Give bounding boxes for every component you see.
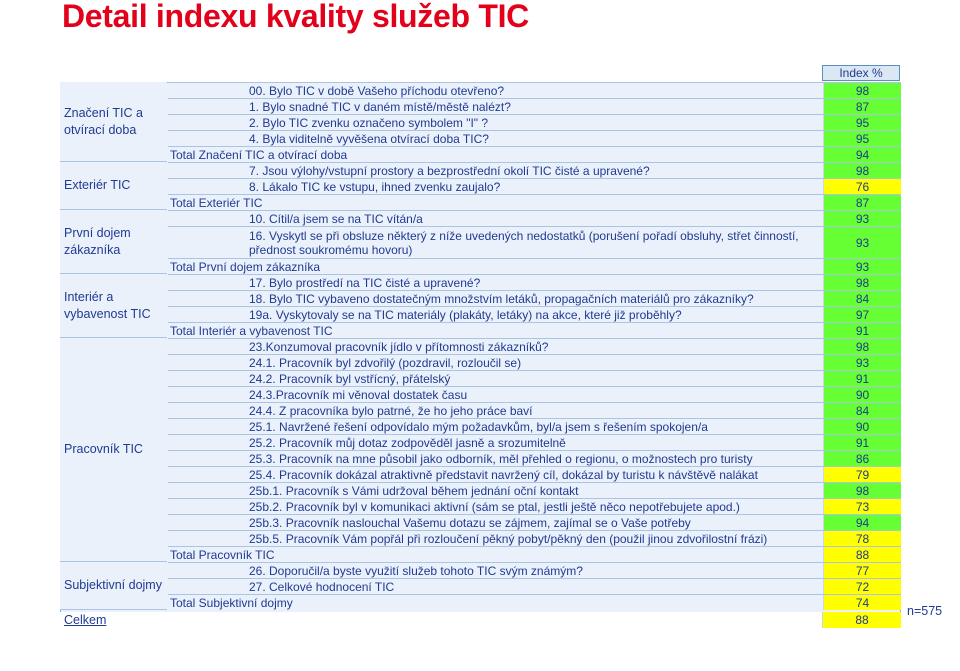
index-value: 98 <box>823 163 901 178</box>
table-row <box>168 114 901 130</box>
question-label: 4. Byla viditelně vyvěšena otvírací doba TIC? <box>249 131 489 146</box>
group-label: Značení TIC a otvírací doba <box>60 82 167 162</box>
question-label: 25b.3. Pracovník naslouchal Vašemu dotazu se zájmem, zajímal se o Vaše potřeby <box>249 515 691 530</box>
total-label: Total Subjektivní dojmy <box>170 595 293 610</box>
index-value: 94 <box>823 515 901 530</box>
table-row <box>168 498 901 514</box>
question-label: 17. Bylo prostředí na TIC čisté a upravené? <box>249 275 481 290</box>
table-row <box>168 370 901 386</box>
index-value: 91 <box>823 323 901 338</box>
index-value: 90 <box>823 419 901 434</box>
index-value: 95 <box>823 131 901 146</box>
index-value: 98 <box>823 275 901 290</box>
group-label: První dojem zákazníka <box>60 210 167 274</box>
total-label: Total Pracovník TIC <box>170 547 275 562</box>
question-label: 19a. Vyskytovaly se na TIC materiály (plakáty, letáky) na akce, které již proběhly? <box>249 307 682 322</box>
table-row <box>168 130 901 146</box>
table-row <box>168 226 901 258</box>
question-label: 25.2. Pracovník můj dotaz zodpověděl jasně a srozumitelně <box>249 435 566 450</box>
index-value: 87 <box>823 99 901 114</box>
question-label: 2. Bylo TIC zvenku označeno symbolem "I" ? <box>249 115 489 130</box>
table-row <box>168 274 901 290</box>
index-value: 78 <box>823 531 901 546</box>
question-label: 24.2. Pracovník byl vstřícný, přátelský <box>249 371 451 386</box>
total-label: Total Interiér a vybavenost TIC <box>170 323 333 338</box>
index-value: 86 <box>823 451 901 466</box>
index-value: 97 <box>823 307 901 322</box>
table-row <box>168 178 901 194</box>
table-row <box>168 82 901 98</box>
question-label: 25b.1. Pracovník s Vámi udržoval během jednání oční kontakt <box>249 483 579 498</box>
celkem-row <box>60 612 901 628</box>
index-value: 72 <box>823 579 901 594</box>
table-row <box>168 434 901 450</box>
total-row <box>168 258 901 274</box>
question-label: 1. Bylo snadné TIC v daném místě/městě nalézt? <box>249 99 511 114</box>
index-value: 91 <box>823 371 901 386</box>
index-value: 77 <box>823 563 901 578</box>
total-label: Total První dojem zákazníka <box>170 259 321 274</box>
table-row <box>168 290 901 306</box>
table-row <box>168 450 901 466</box>
index-value: 94 <box>823 147 901 162</box>
question-label: 25b.5. Pracovník Vám popřál při rozloučení pěkný pobyt/pěkný den (použil jinou zdvořilostní frázi) <box>249 531 768 546</box>
index-value: 84 <box>823 403 901 418</box>
group-label: Subjektivní dojmy <box>60 562 167 610</box>
group-label: Interiér a vybavenost TIC <box>60 274 167 338</box>
question-label: 16. Vyskytl se při obsluze některý z níže uvedených nedostatků (porušení pořadí obsluhy, střet činností, přednost soukromému hovoru) <box>249 228 799 257</box>
index-value: 98 <box>823 483 901 498</box>
table-row <box>168 530 901 546</box>
index-value: 93 <box>823 355 901 370</box>
question-label: 23.Konzumoval pracovník jídlo v přítomnosti zákazníků? <box>249 339 549 354</box>
total-label: Total Značení TIC a otvírací doba <box>170 147 348 162</box>
table-row <box>168 562 901 578</box>
table-row <box>168 162 901 178</box>
table-row <box>168 418 901 434</box>
question-label: 25.1. Navržené řešení odpovídalo mým požadavkům, byl/a jsem s řešením spokojen/a <box>249 419 708 434</box>
index-value: 93 <box>823 227 901 258</box>
total-row <box>168 594 901 610</box>
table-row <box>168 98 901 114</box>
question-label: 25.4. Pracovník dokázal atraktivně představit navržený cíl, dokázal by turistu k návštěvě nalákat <box>249 467 758 482</box>
question-label: 25.3. Pracovník na mne působil jako odborník, měl přehled o regionu, o možnostech pro turisty <box>249 451 753 466</box>
index-value: 95 <box>823 115 901 130</box>
index-value: 98 <box>823 339 901 354</box>
table-row <box>168 466 901 482</box>
celkem-label: Celkem <box>64 613 107 627</box>
table-row <box>168 306 901 322</box>
table-row <box>168 338 901 354</box>
total-row <box>168 546 901 562</box>
question-label: 7. Jsou výlohy/vstupní prostory a bezprostřední okolí TIC čisté a upravené? <box>249 163 650 178</box>
sample-size-note: n=575 <box>907 604 943 618</box>
question-label: 27. Celkové hodnocení TIC <box>249 579 395 594</box>
index-value: 79 <box>823 467 901 482</box>
question-label: 24.1. Pracovník byl zdvořilý (pozdravil, rozloučil se) <box>249 355 522 370</box>
index-value: 84 <box>823 291 901 306</box>
index-value: 87 <box>823 195 901 210</box>
group-label: Pracovník TIC <box>60 338 167 562</box>
index-value: 91 <box>823 435 901 450</box>
question-label: 10. Cítil/a jsem se na TIC vítán/a <box>249 211 423 226</box>
index-value: 74 <box>823 595 901 610</box>
index-value: 76 <box>823 179 901 194</box>
question-label: 25b.2. Pracovník byl v komunikaci aktivní (sám se ptal, jestli ještě něco nepotřebujete apod.) <box>249 499 740 514</box>
index-value: 98 <box>823 83 901 98</box>
table-row <box>168 514 901 530</box>
celkem-value: 88 <box>822 612 901 628</box>
question-label: 24.4. Z pracovníka bylo patrné, že ho jeho práce baví <box>249 403 533 418</box>
table-row <box>168 578 901 594</box>
total-row <box>168 146 901 162</box>
total-row <box>168 322 901 338</box>
table-row <box>168 386 901 402</box>
index-column-header: Index % <box>822 65 900 81</box>
total-label: Total Exteriér TIC <box>170 195 263 210</box>
table-row <box>168 402 901 418</box>
index-value: 73 <box>823 499 901 514</box>
index-value: 90 <box>823 387 901 402</box>
question-label: 00. Bylo TIC v době Vašeho příchodu otevřeno? <box>249 83 505 98</box>
index-value: 88 <box>823 547 901 562</box>
question-label: 24.3.Pracovník mi věnoval dostatek času <box>249 387 468 402</box>
question-label: 26. Doporučil/a byste využití služeb tohoto TIC svým známým? <box>249 563 583 578</box>
question-label: 18. Bylo TIC vybaveno dostatečným množstvím letáků, propagačních materiálů pro zákazníky? <box>249 291 754 306</box>
index-value: 93 <box>823 211 901 226</box>
total-row <box>168 194 901 210</box>
group-label: Exteriér TIC <box>60 162 167 210</box>
page-title: Detail indexu kvality služeb TIC <box>62 0 529 34</box>
table-row <box>168 210 901 226</box>
index-value: 93 <box>823 259 901 274</box>
table-row <box>168 482 901 498</box>
table-row <box>168 354 901 370</box>
question-label: 8. Lákalo TIC ke vstupu, ihned zvenku zaujalo? <box>249 179 501 194</box>
